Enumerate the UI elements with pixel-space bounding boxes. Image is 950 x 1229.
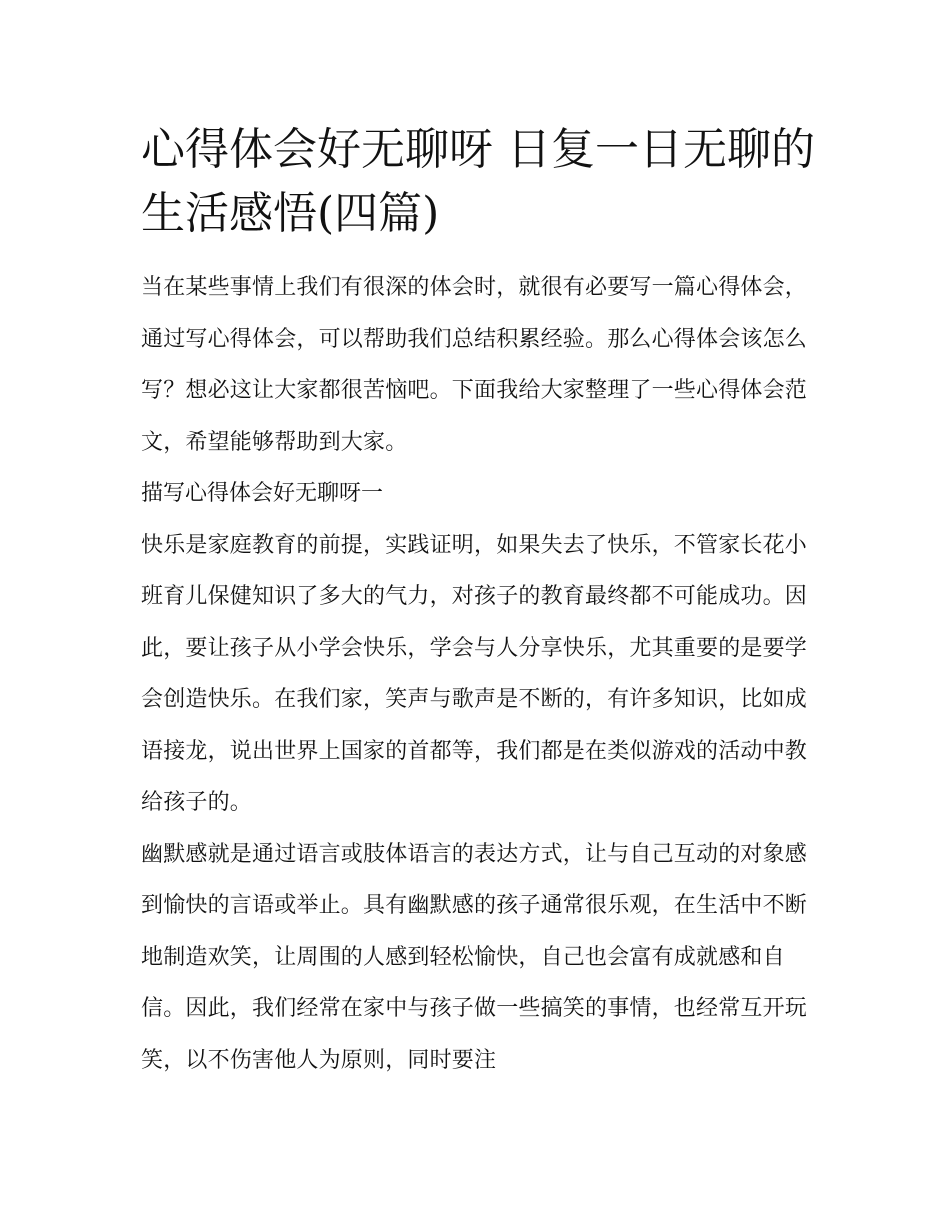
- section-heading: 描写心得体会好无聊呀一: [141, 481, 384, 506]
- body-paragraph-1: 快乐是家庭教育的前提，实践证明，如果失去了快乐，不管家长花小班育儿保健知识了多大的气力，对孩子的教育最终都不可能成功。因此，要让孩子从小学会快乐，学会与人分享快乐，尤其重要的是要学会创造快乐。在我们家，笑声与歌声是不断的，有许多知识，比如成语接龙，说出世界上国家的首都等，我们都是在类似游戏的活动中教给孩子的。: [141, 532, 808, 815]
- document-content: [141, 118, 816, 1086]
- body-paragraph-2: 幽默感就是通过语言或肢体语言的表达方式，让与自己互动的对象感到愉快的言语或举止。具有幽默感的孩子通常很乐观，在生活中不断地制造欢笑，让周围的人感到轻松愉快，自己也会富有成就感和自信。因此，我们经常在家中与孩子做一些搞笑的事情，也经常互开玩笑，以不伤害他人为原则，同时要注: [141, 841, 808, 1073]
- document-title: 心得体会好无聊呀 日复一日无聊的生活感悟(四篇): [141, 124, 815, 239]
- intro-paragraph: 当在某些事情上我们有很深的体会时，就很有必要写一篇心得体会，通过写心得体会，可以帮助我们总结积累经验。那么心得体会该怎么写？想必这让大家都很苦恼吧。下面我给大家整理了一些心得体会范文，希望能够帮助到大家。: [141, 275, 808, 455]
